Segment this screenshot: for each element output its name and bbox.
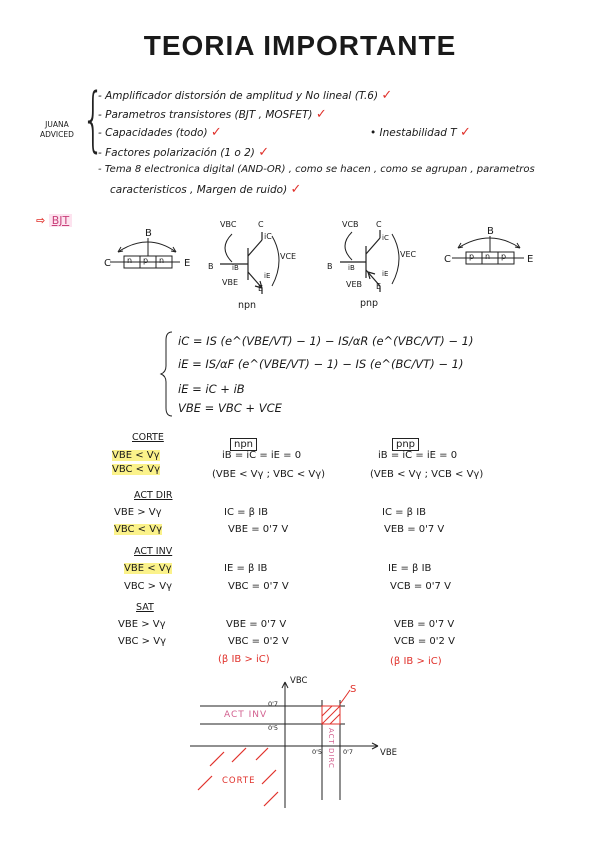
region-corte-pnp-1: iB = iC = iE = 0 — [378, 450, 458, 461]
npn-cell-2: p — [143, 256, 149, 265]
column-header-npn-label: npn — [230, 438, 257, 451]
check-icon: ✓ — [290, 182, 302, 197]
pnp-veb: VEB — [346, 280, 363, 289]
graph-act-dir-label: ACT DIRC — [327, 728, 335, 769]
region-corte-cond-2 — [112, 464, 160, 475]
region-act-inv-npn-2: VBC = 0'7 V — [228, 581, 289, 592]
graph-y-tick-1: 0'7 — [268, 700, 279, 708]
column-header-pnp-label: pnp — [392, 438, 419, 451]
region-sat-npn-1: VBE = 0'7 V — [226, 619, 287, 630]
equation-voltage-sum: VBE = VBC + VCE — [178, 401, 282, 415]
region-sat-cond-2: VBC > Vγ — [118, 636, 167, 647]
pnp-block-e: E — [527, 254, 534, 265]
check-icon: ✓ — [381, 88, 393, 103]
check-icon: ✓ — [460, 125, 471, 140]
npn-b: B — [208, 262, 214, 271]
npn-vbe: VBE — [222, 278, 239, 287]
equation-ic: iC = IS (e^(VBE/VT) − 1) − IS/αR (e^(VBC/VT) − 1) — [178, 334, 474, 348]
npn-cell-3: n — [159, 256, 165, 265]
todo-text: caracteristicos , Margen de ruido) — [110, 184, 288, 196]
check-icon: ✓ — [210, 125, 222, 140]
todo-text: • Inestabilidad T — [370, 127, 457, 139]
region-act-inv-npn-1: IE = β IB — [224, 563, 268, 574]
region-corte-title: CORTE — [132, 432, 164, 443]
graph-act-inv-label: ACT INV — [224, 710, 268, 720]
region-act-dir-npn-1: IC = β IB — [224, 507, 269, 518]
cond-text: VBC < Vγ — [112, 464, 161, 475]
page-title: TEORIA IMPORTANTE — [143, 30, 457, 61]
npn-vce: VCE — [280, 252, 297, 261]
npn-ie: iE — [264, 272, 271, 280]
region-corte-cond-1 — [112, 450, 160, 461]
region-act-inv-cond-1 — [124, 563, 172, 574]
pnp-c: C — [376, 220, 382, 229]
graph-y-axis-label: VBC — [290, 676, 308, 686]
npn-cell-1: n — [127, 256, 133, 265]
pnp-vec: VEC — [400, 250, 417, 259]
pnp-block-c: C — [444, 254, 451, 265]
equations-brace — [161, 332, 172, 416]
section-tag-label: BJT — [49, 214, 73, 227]
npn-c: C — [258, 220, 264, 229]
pnp-cell-3: p — [501, 252, 507, 261]
npn-caption: npn — [238, 300, 257, 311]
todo-text: - Capacidades (todo) — [98, 127, 208, 139]
brace-icon: { — [82, 78, 105, 160]
check-icon: ✓ — [258, 145, 270, 160]
npn-block-e: E — [184, 258, 191, 269]
npn-e: E — [258, 284, 264, 293]
todo-text: - Factores polarización (1 o 2) — [98, 147, 255, 159]
arrow-icon: ⇨ — [36, 214, 46, 227]
author-label-line1: JUANA — [45, 120, 69, 129]
graph-y-tick-2: 0'5 — [268, 724, 279, 732]
pnp-ie: iE — [382, 270, 389, 278]
region-sat-title: SAT — [136, 602, 154, 613]
author-label-line2: ADVICED — [40, 130, 74, 139]
region-act-dir-pnp-1: IC = β IB — [382, 507, 427, 518]
region-act-dir-title: ACT DIR — [134, 490, 173, 501]
cond-text: VBE < Vγ — [124, 563, 172, 574]
graph-corte-label: CORTE — [222, 776, 256, 786]
pnp-b: B — [327, 262, 333, 271]
npn-block-c: C — [104, 258, 111, 269]
pnp-ib: iB — [348, 264, 355, 272]
graph-x-tick-2: 0'7 — [343, 748, 354, 756]
region-corte-npn-2: (VBE < Vγ ; VBC < Vγ) — [212, 469, 326, 480]
pnp-ic: iC — [382, 234, 389, 242]
todo-text: - Amplificador distorsión de amplitud y No lineal (T.6) — [98, 90, 379, 102]
region-act-dir-cond-2 — [114, 524, 162, 535]
region-corte-pnp-2: (VEB < Vγ ; VCB < Vγ) — [370, 469, 484, 480]
region-act-dir-cond-1: VBE > Vγ — [114, 507, 162, 518]
region-act-inv-pnp-1: IE = β IB — [388, 563, 432, 574]
region-sat-cond-1: VBE > Vγ — [118, 619, 166, 630]
region-sat-npn-3: (β IB > iC) — [218, 654, 270, 665]
region-sat-pnp-1: VEB = 0'7 V — [394, 619, 455, 630]
check-icon: ✓ — [315, 107, 327, 122]
todo-text: - Parametros transistores (BJT , MOSFET) — [98, 109, 313, 121]
region-act-dir-npn-2: VBE = 0'7 V — [228, 524, 289, 535]
region-act-dir-pnp-2: VEB = 0'7 V — [384, 524, 445, 535]
region-sat-pnp-2: VCB = 0'2 V — [394, 636, 455, 647]
graph-x-tick-1: 0'5 — [312, 748, 323, 756]
equation-current-sum: iE = iC + iB — [178, 382, 245, 396]
pnp-cell-1: p — [469, 252, 475, 261]
region-graph — [190, 682, 378, 808]
pnp-e: E — [376, 282, 382, 291]
pnp-caption: pnp — [360, 298, 379, 309]
todo-text: - Tema 8 electronica digital (AND-OR) , como se hacen , como se agrupan , parametros — [98, 164, 535, 175]
graph-sat-marker: S — [350, 684, 357, 695]
region-sat-npn-2: VBC = 0'2 V — [228, 636, 289, 647]
npn-block-b: B — [145, 228, 152, 239]
column-header-pnp — [392, 432, 419, 451]
npn-ib: iB — [232, 264, 239, 272]
npn-vbc: VBC — [220, 220, 237, 229]
region-act-inv-title: ACT INV — [134, 546, 173, 557]
region-corte-npn-1: iB = iC = iE = 0 — [222, 450, 302, 461]
graph-x-axis-label: VBE — [380, 748, 398, 758]
region-sat-pnp-3: (β IB > iC) — [390, 656, 442, 667]
pnp-block-b: B — [487, 226, 494, 237]
pnp-vcb: VCB — [342, 220, 359, 229]
cond-text: VBC < Vγ — [114, 524, 163, 535]
region-act-inv-pnp-2: VCB = 0'7 V — [390, 581, 451, 592]
column-header-npn — [230, 432, 257, 451]
cond-text: VBE < Vγ — [112, 450, 160, 461]
npn-ic: iC — [264, 232, 272, 241]
sat-hatch — [322, 690, 350, 724]
region-act-inv-cond-2: VBC > Vγ — [124, 581, 173, 592]
pnp-cell-2: n — [485, 252, 491, 261]
equation-ie: iE = IS/αF (e^(VBE/VT) − 1) − IS (e^(BC/VT) − 1) — [178, 357, 464, 371]
